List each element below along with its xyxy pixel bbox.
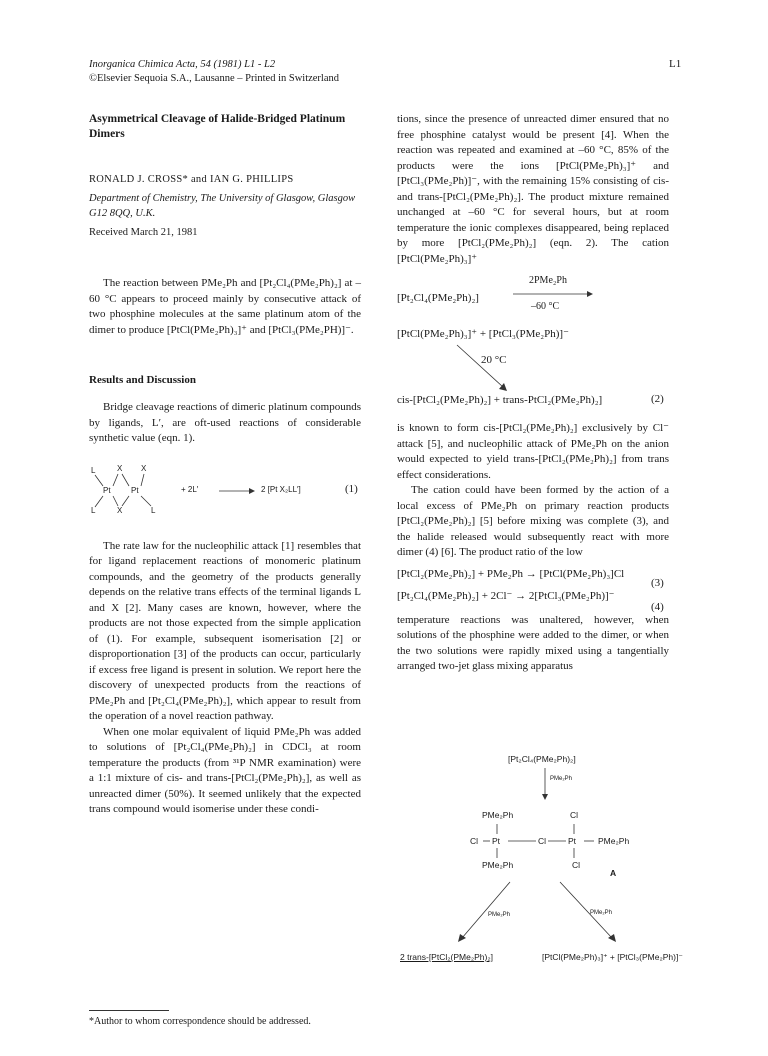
right-paragraph-1: tions, since the presence of unreacted dimer ensured that no free phosphine catalyst would be present [4]. When the reaction was repeated and examined at –60 °C, 85% of the products were the ions [PtCl(PMe₂Ph)₃]⁺ and [PtCl₃(PMe₂Ph)]⁻, with the remaining 15% consisting of cis- and trans-[PtCl₂(PMe₂Ph)₂]. The product mixture remained unchanged at –60 °C for several hours, but at room temperature the ionic complexes disappeared, being replaced by more [PtCl₂(PMe₂Ph)₂] (eqn. 2). The cation [PtCl(PMe₂Ph)₃]⁺ xyxy=(397,113,669,265)
scheme-left-top: PMe₂Ph xyxy=(482,810,514,820)
equation-4 xyxy=(397,589,669,613)
left-column xyxy=(89,112,361,818)
equation-2-number: (2) xyxy=(651,393,664,405)
scheme-left-arrow-label: PMe₂Ph xyxy=(488,912,511,918)
scheme-left-bottom: PMe₂Ph xyxy=(482,860,514,870)
scheme-label-a: A xyxy=(610,868,617,878)
svg-text:Pt: Pt xyxy=(103,485,111,495)
scheme-right-ligand: PMe₂Ph xyxy=(598,836,630,846)
svg-text:L: L xyxy=(91,505,96,515)
authors: RONALD J. CROSS* and IAN G. PHILLIPS xyxy=(89,174,294,185)
equation-1-number: (1) xyxy=(345,482,358,495)
journal-citation: Inorganica Chimica Acta, 54 (1981) L1 - L2 xyxy=(89,59,276,70)
equation-3 xyxy=(397,567,669,589)
reaction-scheme xyxy=(400,752,710,1022)
right-paragraph-3: The cation could have been formed by the action of a local excess of PMe₂Ph on primary reaction products [PtCl₂(PMe₂Ph)₂] [5] before mixing was complete (3), and the halide released would subsequently react with more dimer (4) [6]. The product ratio of the low xyxy=(397,484,669,558)
section-heading: Results and Discussion xyxy=(89,374,196,386)
reaction-arrow-icon xyxy=(513,289,593,299)
scheme-product-right: [PtCl(PMe₂Ph)₃]⁺ + [PtCl₃(PMe₂Ph)]⁻ xyxy=(542,952,683,962)
svg-text:X: X xyxy=(117,505,123,515)
svg-text:X: X xyxy=(141,463,147,473)
publisher-line: ©Elsevier Sequoia S.A., Lausanne – Printed in Switzerland xyxy=(89,73,340,84)
article-title: Asymmetrical Cleavage of Halide-Bridged Platinum Dimers xyxy=(89,113,346,140)
scheme-top-compound: [Pt₂Cl₄(PMe₂Ph)₂] xyxy=(508,754,576,764)
paragraph-3: When one molar equivalent of liquid PMe₂Ph was added to solutions of [Pt₂Cl₄(PMe₂Ph)₂] in CDCl₃ at room temperature the products (from ³¹P NMR examination) were a 1:1 mixture of cis- and trans-[PtCl₂(PMe₂Ph)₂], as well as unreacted dimer (50%). It seemed unlikely that the expected trans compound would isomerise under these condi- xyxy=(89,725,361,815)
scheme-bridge-cl: Cl xyxy=(538,836,547,846)
scheme-product-left: 2 trans-[PtCl₂(PMe₂Ph)₂] xyxy=(400,952,494,962)
equation-2-condition: –60 °C xyxy=(531,301,560,312)
equation-1-plus: + 2L′ xyxy=(181,484,199,494)
received-date: Received March 21, 1981 xyxy=(89,227,198,238)
equation-2-reagent: 2PMe₂Ph xyxy=(529,275,567,286)
page-number: L1 xyxy=(669,58,682,70)
right-column xyxy=(397,112,669,675)
right-paragraph-2: is known to form cis-[PtCl₂(PMe₂Ph)₂] exclusively by Cl⁻ attack [5], and nucleophilic attack of PMe₂Ph on the anion would expected to yield trans-[PtCl₂(PMe₂Ph)₂] from trans effect considerations. xyxy=(397,422,669,481)
svg-text:L: L xyxy=(91,465,96,475)
scheme-right-arrow-label: PMe₂Ph xyxy=(590,910,613,916)
reaction-arrow-icon xyxy=(455,343,515,393)
svg-text:Pt: Pt xyxy=(131,485,139,495)
footnote-rule xyxy=(89,1010,169,1011)
scheme-right-top: Cl xyxy=(570,810,579,820)
equation-2-temp: 20 °C xyxy=(481,354,507,366)
svg-text:X: X xyxy=(117,463,123,473)
svg-text:L: L xyxy=(151,505,156,515)
equation-4-text: [Pt₂Cl₄(PMe₂Ph)₂] + 2Cl⁻ → 2[PtCl₃(PMe₂Ph)]⁻ xyxy=(397,589,615,602)
equation-2 xyxy=(397,273,669,411)
scheme-pt-1: Pt xyxy=(492,836,501,846)
footnote: *Author to whom correspondence should be addressed. xyxy=(89,1016,311,1027)
paragraph-2: The rate law for the nucleophilic attack [1] resembles that for ligand replacement reactions of monomeric platinum compounds, and the geometry of the products generally depends on the relative trans effects of the terminal ligands L and X [2]. Many cases are known, however, where the products are not those expected from the simple application of (1). For example, subsequent isomerisation [2] or disproportionation [3] of the products can occur, particularly if excess free ligand is present in solution. We report here the discovery of unexpected products from the reactions of PMe₂Ph and [Pt₂Cl₄(PMe₂Ph)₂], which appear to result from the operation of a novel reaction pathway. xyxy=(89,539,361,722)
right-paragraph-4: temperature reactions was unaltered, however, when solutions of the phosphine were added to the dimer, or when the two solutions were rapidly mixed using a tangentially arranged two-jet glass mixing apparatus xyxy=(397,613,669,672)
scheme-arrow-label: PMe₂Ph xyxy=(550,776,573,782)
journal-header xyxy=(89,58,509,86)
equation-1 xyxy=(89,459,361,525)
equation-1-product: 2 [Pt X₂LL′] xyxy=(261,484,301,494)
scheme-branch-arrows-icon xyxy=(410,880,710,950)
affiliation: Department of Chemistry, The University of Glasgow, Glasgow G12 8QQ, U.K. xyxy=(89,193,356,219)
scheme-pt-2: Pt xyxy=(568,836,577,846)
equation-3-number: (3) xyxy=(651,576,664,589)
equation-2-reactant: [Pt₂Cl₄(PMe₂Ph)₂] xyxy=(397,292,479,304)
reaction-arrow-icon xyxy=(219,486,255,496)
paragraph-1: Bridge cleavage reactions of dimeric platinum compounds by ligands, L′, are oft-used reactions of considerable synthetic value (eqn. 1). xyxy=(89,401,361,444)
equation-4-number: (4) xyxy=(651,600,664,613)
equation-3-text: [PtCl₂(PMe₂Ph)₂] + PMe₂Ph → [PtCl(PMe₂Ph)₃]Cl xyxy=(397,567,625,580)
equation-2-products: cis-[PtCl₂(PMe₂Ph)₂] + trans-PtCl₂(PMe₂Ph)₂] xyxy=(397,394,603,406)
abstract: The reaction between PMe₂Ph and [Pt₂Cl₄(PMe₂Ph)₂] at –60 °C appears to proceed mainly by consecutive attack of two phosphine molecules at the same platinum atom of the dimer to produce [PtCl(PMe₂Ph)₃]⁺ and [PtCl₃(PMe₂PH)]⁻. xyxy=(89,277,361,336)
scheme-right-bottom: Cl xyxy=(572,860,581,870)
scheme-left-cl: Cl xyxy=(470,836,479,846)
equation-2-ionic: [PtCl(PMe₂Ph)₃]⁺ + [PtCl₃(PMe₂Ph)]⁻ xyxy=(397,328,569,340)
scheme-down-arrow-icon xyxy=(540,768,550,800)
